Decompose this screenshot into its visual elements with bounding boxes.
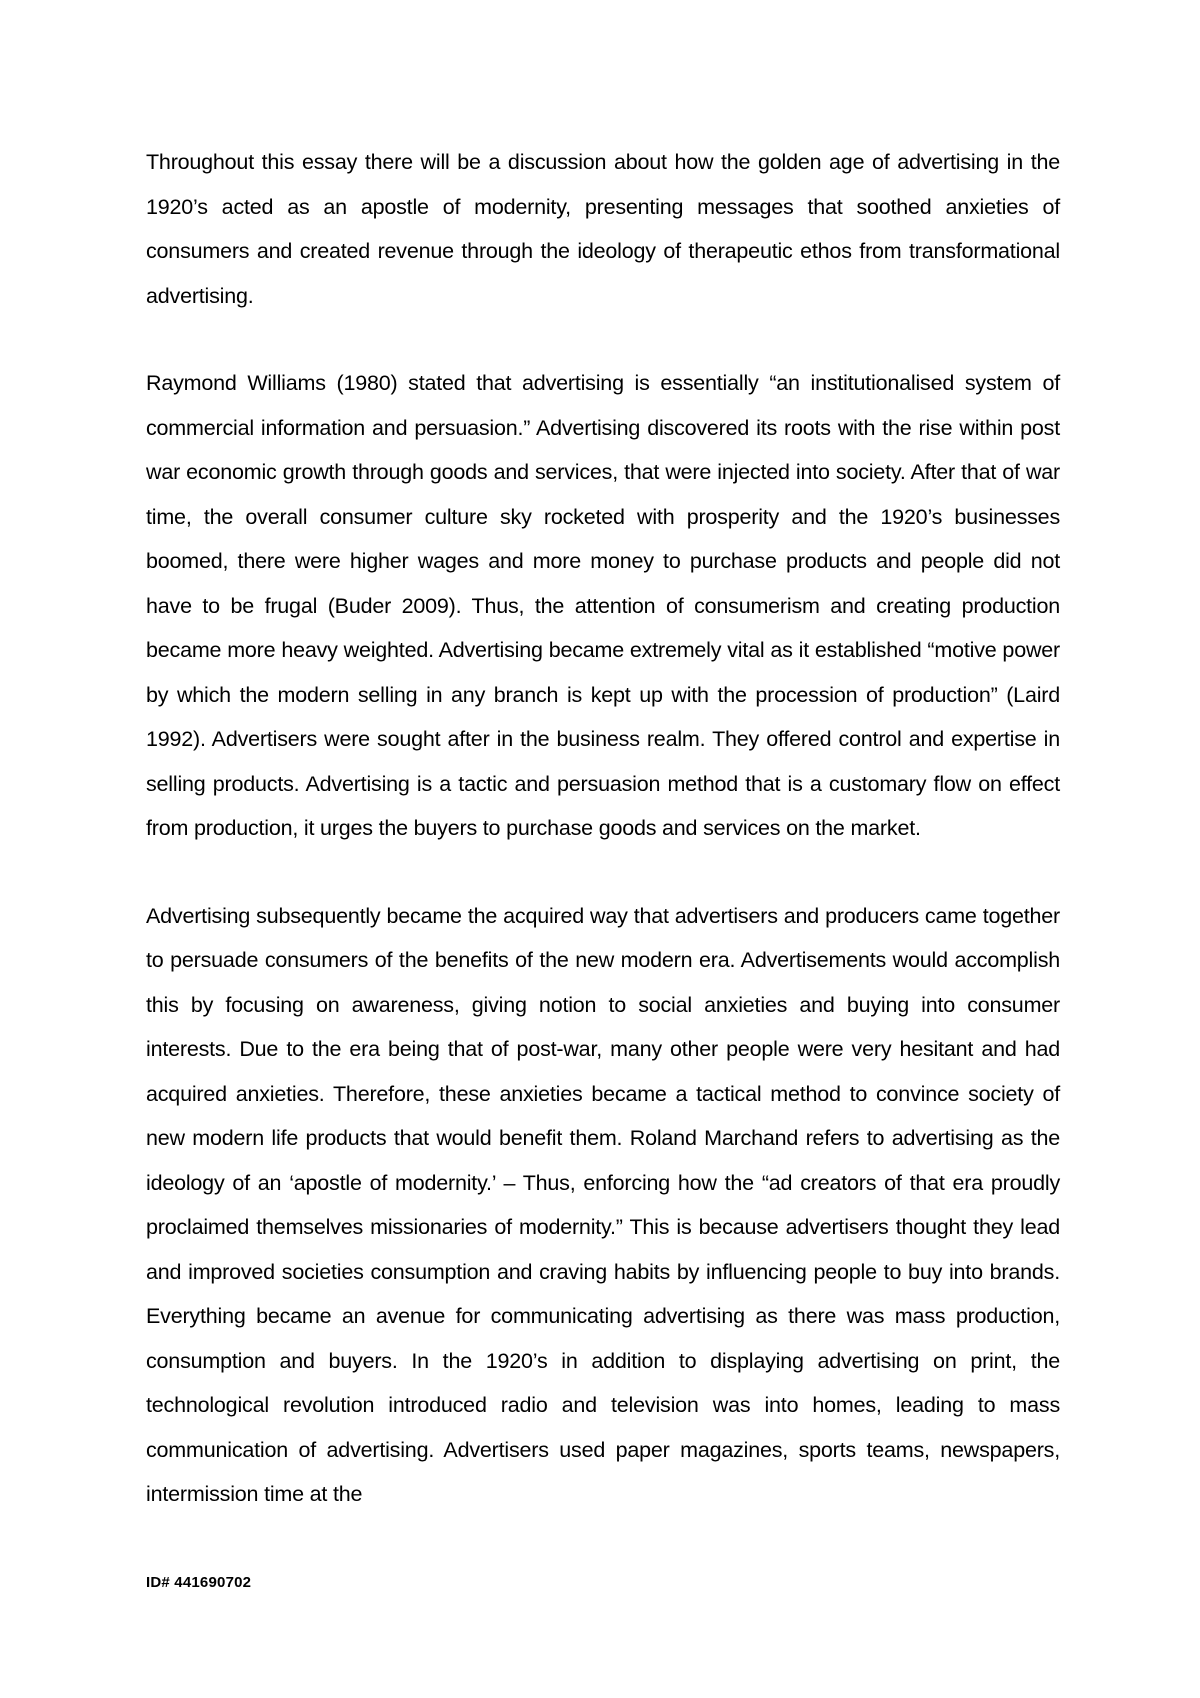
paragraph-apostle-of-modernity: Advertising subsequently became the acquired way that advertisers and producers came together to persuade consumers of the benefits of the new modern era. Advertisements would accomplish this by focusing on awareness, giving notion to social anxieties and buying into consumer interests. Due to the era being that of post-war, many other people were very hesitant and had acquired anxieties. Therefore, these anxieties became a tactical method to convince society of new modern life products that would benefit them. Roland Marchand refers to advertising as the ideology of an ‘apostle of modernity.’ – Thus, enforcing how the “ad creators of that era proudly proclaimed themselves missionaries of modernity.” This is because advertisers thought they lead and improved societies consumption and craving habits by influencing people to buy into brands. Everything became an avenue for communicating advertising as there was mass production, consumption and buyers. In the 1920’s in addition to displaying advertising on print, the technological revolution introduced radio and television was into homes, leading to mass communication of advertising. Advertisers used paper magazines, sports teams, newspapers, intermission time at the	[146, 903, 1060, 1506]
essay-body	[146, 140, 1060, 1517]
paragraph-raymond-williams: Raymond Williams (1980) stated that advertising is essentially “an institutionalised system of commercial information and persuasion.” Advertising discovered its roots with the rise within post war economic growth through goods and services, that were injected into society. After that of war time, the overall consumer culture sky rocketed with prosperity and the 1920’s businesses boomed, there were higher wages and more money to purchase products and people did not have to be frugal (Buder 2009). Thus, the attention of consumerism and creating production became more heavy weighted. Advertising became extremely vital as it established “motive power by which the modern selling in any branch is kept up with the procession of production” (Laird 1992). Advertisers were sought after in the business realm. They offered control and expertise in selling products. Advertising is a tactic and persuasion method that is a customary flow on effect from production, it urges the buyers to purchase goods and services on the market.	[146, 371, 1060, 840]
paragraph-introduction: Throughout this essay there will be a discussion about how the golden age of advertising in the 1920’s acted as an apostle of modernity, presenting messages that soothed anxieties of consumers and created revenue through the ideology of therapeutic ethos from transformational advertising.	[146, 150, 1060, 308]
student-id-footer: ID# 441690702	[146, 1574, 252, 1591]
